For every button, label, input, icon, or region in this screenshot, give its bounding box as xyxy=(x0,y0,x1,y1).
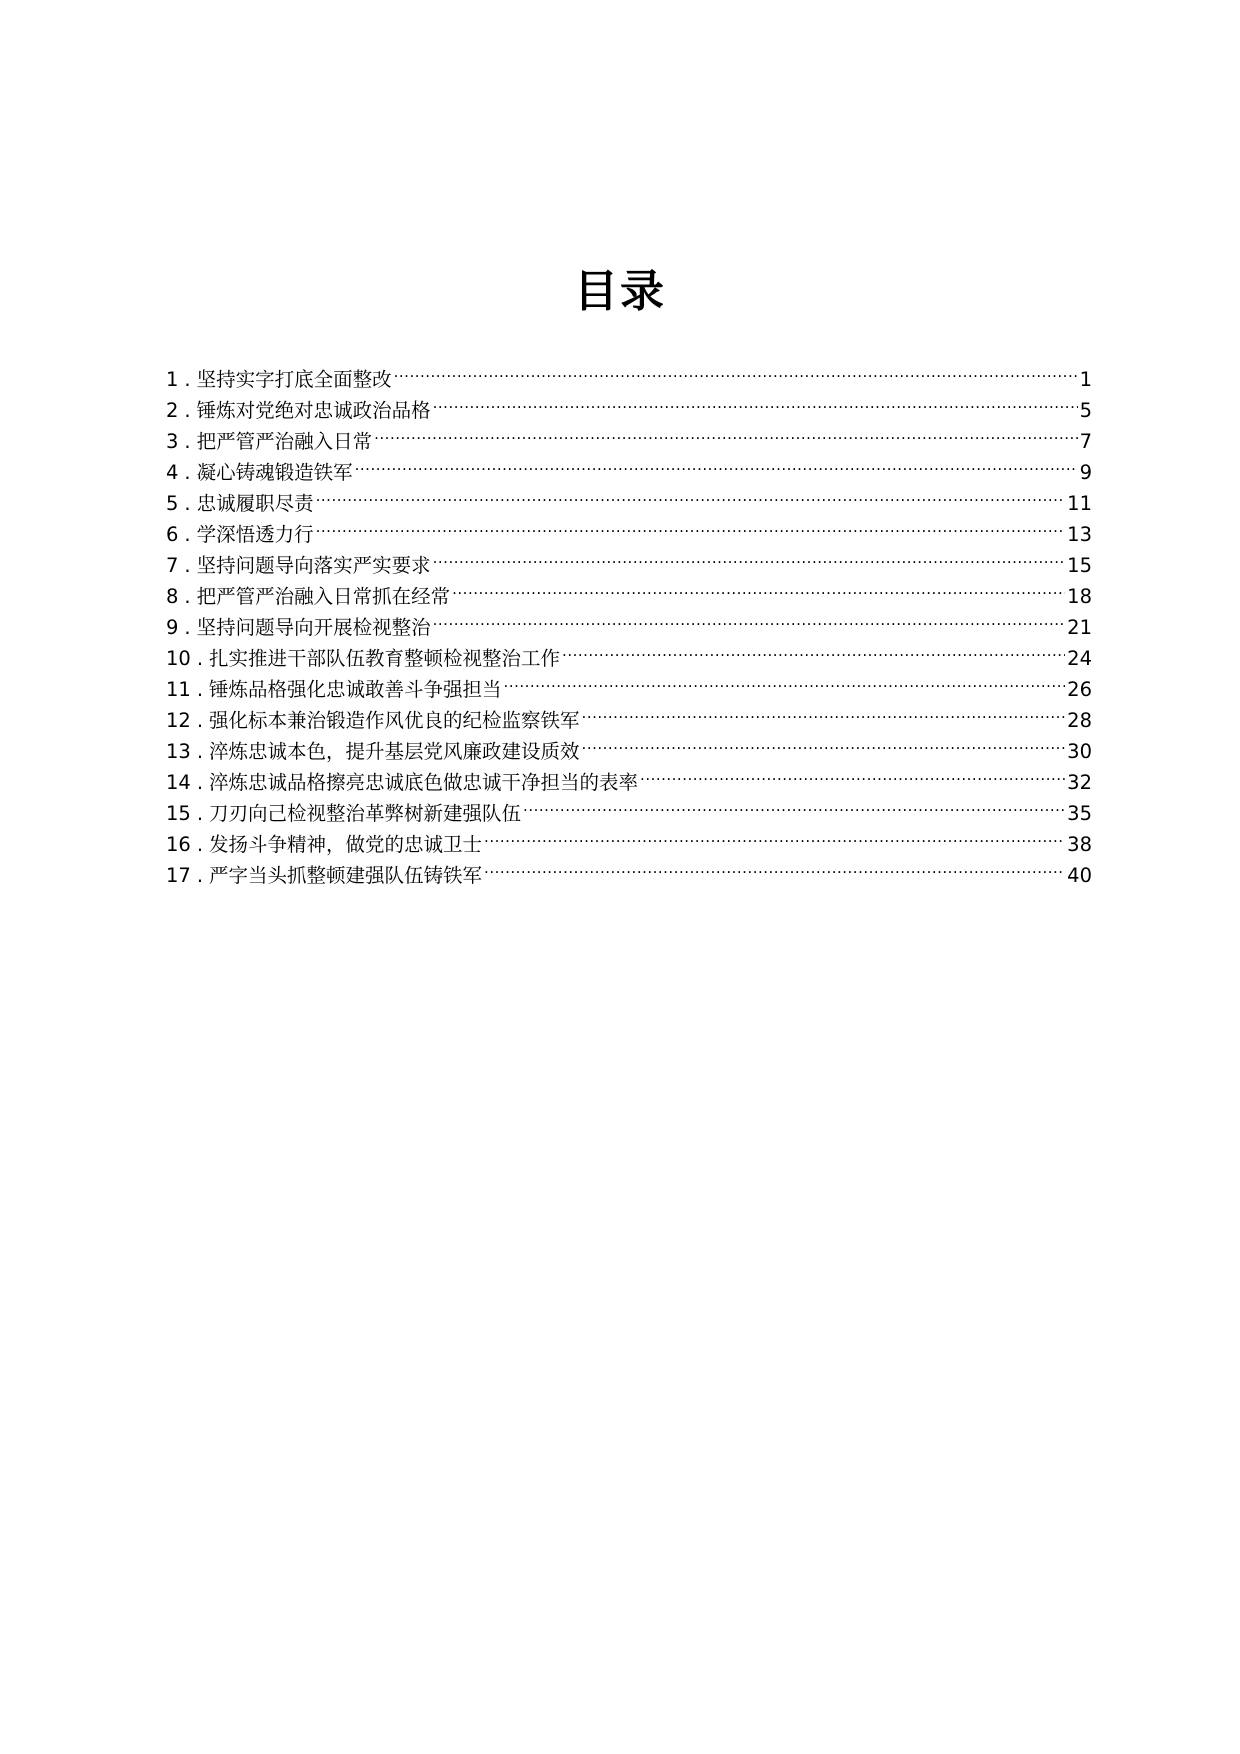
toc-entry-title: 严字当头抓整顿建强队伍铸铁军 xyxy=(209,864,483,887)
toc-entry-number: 7 xyxy=(166,554,179,577)
toc-entry-title: 锤炼对党绝对忠诚政治品格 xyxy=(196,399,431,422)
toc-entry-page: 15 xyxy=(1067,554,1092,577)
toc-dot-leader xyxy=(433,603,1066,634)
toc-entry-page: 38 xyxy=(1067,833,1092,856)
toc-entry-page: 21 xyxy=(1067,616,1092,639)
toc-entry-separator: . xyxy=(196,833,204,856)
toc-entry-page: 11 xyxy=(1067,492,1092,515)
toc-entry-separator: . xyxy=(196,709,204,732)
toc-entry-separator: . xyxy=(184,585,191,608)
toc-dot-leader xyxy=(582,727,1066,758)
toc-entry-page: 13 xyxy=(1067,523,1092,546)
toc-entry-separator: . xyxy=(184,492,191,515)
toc-entry-separator: . xyxy=(196,802,204,825)
toc-entry-number: 12 xyxy=(166,709,191,732)
toc-entry-page: 35 xyxy=(1067,802,1092,825)
toc-entry-title: 把严管严治融入日常 xyxy=(196,430,373,453)
toc-entry-separator: . xyxy=(196,771,204,794)
toc-entry-page: 40 xyxy=(1067,864,1092,887)
toc-entry-title: 发扬斗争精神，做党的忠诚卫士 xyxy=(209,833,483,856)
toc-dot-leader xyxy=(355,448,1078,479)
toc-entry-title: 锤炼品格强化忠诚敢善斗争强担当 xyxy=(209,678,502,701)
toc-dot-leader xyxy=(374,417,1077,448)
toc-entry-page: 7 xyxy=(1079,430,1092,453)
toc-entry-page: 30 xyxy=(1067,740,1092,763)
toc-entry-title: 淬炼忠诚本色，提升基层党风廉政建设质效 xyxy=(209,740,580,763)
toc-title: 目录 xyxy=(574,266,666,317)
toc-dot-leader xyxy=(582,696,1066,727)
toc-entry-separator: . xyxy=(184,554,191,577)
toc-entry-number: 14 xyxy=(166,771,191,794)
toc-entry-number: 13 xyxy=(166,740,191,763)
toc-entry-number: 4 xyxy=(166,461,179,484)
toc-entry-title: 刀刃向己检视整治革弊树新建强队伍 xyxy=(209,802,522,825)
toc-entry-number: 8 xyxy=(166,585,179,608)
toc-entry-title: 扎实推进干部队伍教育整顿检视整治工作 xyxy=(209,647,561,670)
toc-entry-title: 忠诚履职尽责 xyxy=(196,492,314,515)
toc-entry-page: 1 xyxy=(1079,368,1092,391)
toc-entry-title: 强化标本兼治锻造作风优良的纪检监察铁军 xyxy=(209,709,580,732)
toc-entry-number: 1 xyxy=(166,368,179,391)
toc-entry-separator: . xyxy=(196,678,204,701)
toc-entry-number: 6 xyxy=(166,523,179,546)
toc-dot-leader xyxy=(484,820,1065,851)
toc-entry-page: 26 xyxy=(1067,678,1092,701)
toc-entry-separator: . xyxy=(184,399,191,422)
toc-dot-leader xyxy=(394,355,1078,386)
toc-dot-leader xyxy=(433,386,1078,417)
toc-entry-page: 24 xyxy=(1067,647,1092,670)
toc-entry-title: 淬炼忠诚品格擦亮忠诚底色做忠诚干净担当的表率 xyxy=(209,771,639,794)
toc-entry-separator: . xyxy=(184,368,191,391)
toc-list xyxy=(166,355,1092,887)
toc-entry-separator: . xyxy=(196,740,204,763)
toc-entry-number: 2 xyxy=(166,399,179,422)
toc-entry-title: 坚持问题导向落实严实要求 xyxy=(196,554,431,577)
toc-entry-number: 3 xyxy=(166,430,179,453)
toc-dot-leader xyxy=(433,541,1066,572)
toc-dot-leader xyxy=(316,479,1066,510)
toc-entry-page: 32 xyxy=(1067,771,1092,794)
toc-entry-page: 28 xyxy=(1067,709,1092,732)
toc-entry-title: 学深悟透力行 xyxy=(196,523,314,546)
toc-dot-leader xyxy=(452,572,1065,603)
toc-entry-number: 17 xyxy=(166,864,191,887)
toc-entry-separator: . xyxy=(184,461,191,484)
toc-entry-page: 9 xyxy=(1079,461,1092,484)
toc-entry-separator: . xyxy=(196,864,204,887)
toc-dot-leader xyxy=(484,851,1065,882)
toc-entry-page: 18 xyxy=(1067,585,1092,608)
toc-entry-page: 5 xyxy=(1079,399,1092,422)
toc-entry-number: 5 xyxy=(166,492,179,515)
toc-entry-separator: . xyxy=(184,616,191,639)
toc-entry-title: 坚持问题导向开展检视整治 xyxy=(196,616,431,639)
toc-entry-title: 把严管严治融入日常抓在经常 xyxy=(196,585,451,608)
toc-dot-leader xyxy=(562,634,1065,665)
toc-entry-number: 15 xyxy=(166,802,191,825)
toc-dot-leader xyxy=(504,665,1066,696)
toc-entry-number: 11 xyxy=(166,678,191,701)
toc-dot-leader xyxy=(640,758,1065,789)
toc-entry-number: 10 xyxy=(166,647,191,670)
toc-entry-separator: . xyxy=(184,523,191,546)
toc-entry-separator: . xyxy=(184,430,191,453)
toc-entry[interactable] xyxy=(166,355,1092,391)
toc-dot-leader xyxy=(316,510,1066,541)
toc-entry-number: 16 xyxy=(166,833,191,856)
toc-entry-title: 凝心铸魂锻造铁军 xyxy=(196,461,353,484)
toc-entry-number: 9 xyxy=(166,616,179,639)
toc-entry-separator: . xyxy=(196,647,204,670)
toc-dot-leader xyxy=(523,789,1065,820)
toc-entry-title: 坚持实字打底全面整改 xyxy=(196,368,392,391)
